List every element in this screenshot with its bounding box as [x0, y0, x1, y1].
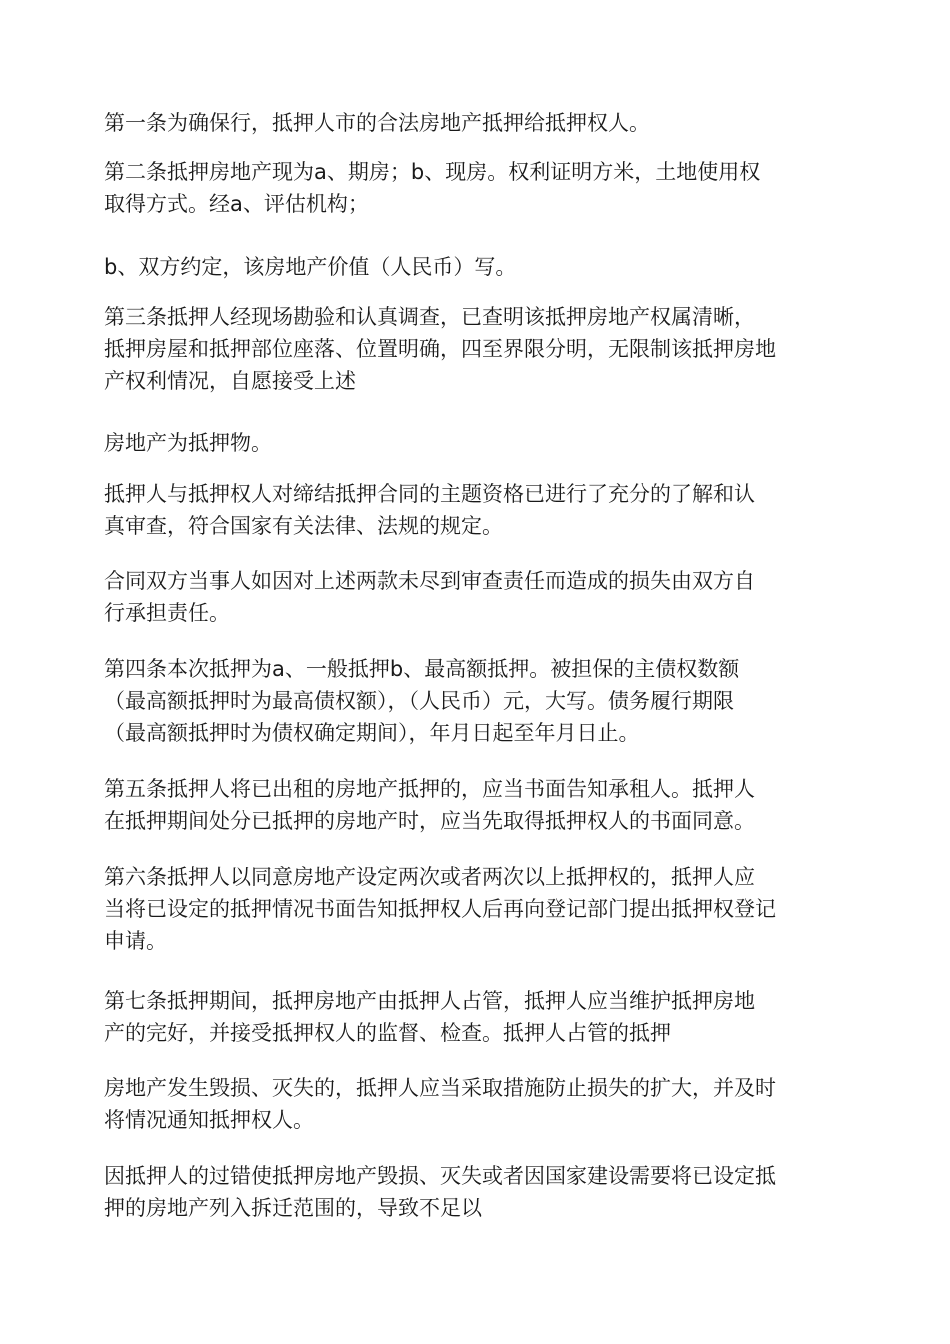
text-line: （最高额抵押时为债权确定期间），年月日起至年月日止。: [104, 721, 640, 745]
text-line: 押的房地产列入拆迁范围的，导致不足以: [104, 1196, 482, 1220]
paragraph-liability: [104, 565, 864, 629]
paragraph-article-2-b: [104, 251, 864, 283]
text-line: 第三条抵押人经现场勘验和认真调查，已查明该抵押房地产权属清晰，: [104, 305, 755, 329]
text-line: 第七条抵押期间，抵押房地产由抵押人占管，抵押人应当维护抵押房地: [104, 989, 755, 1013]
paragraph-article-3: [104, 301, 864, 397]
text-line: 行承担责任。: [104, 601, 230, 625]
text-line: 在抵押期间处分已抵押的房地产时，应当先取得抵押权人的书面同意。: [104, 809, 755, 833]
text-line: 抵押人与抵押权人对缔结抵押合同的主题资格已进行了充分的了解和认: [104, 482, 755, 506]
paragraph-article-5: [104, 773, 864, 837]
text-line: 产权利情况，自愿接受上述: [104, 369, 356, 393]
text-line: 第五条抵押人将已出租的房地产抵押的，应当书面告知承租人。抵押人: [104, 777, 755, 801]
paragraph-article-7-cont: [104, 1072, 864, 1136]
text-line: 房地产发生毁损、灭失的，抵押人应当采取措施防止损失的扩大，并及时: [104, 1076, 776, 1100]
text-line: 房地产为抵押物。: [104, 431, 272, 455]
text-line: 第二条抵押房地产现为a、期房；b、现房。权利证明方米，土地使用权: [104, 160, 761, 184]
text-line: 因抵押人的过错使抵押房地产毁损、灭失或者因国家建设需要将已设定抵: [104, 1164, 776, 1188]
paragraph-article-1: [104, 107, 864, 139]
paragraph-article-2: [104, 156, 864, 220]
text-line: 申请。: [104, 929, 167, 953]
paragraph-article-3-cont: [104, 427, 864, 459]
text-line: 第四条本次抵押为a、一般抵押b、最高额抵押。被担保的主债权数额: [104, 657, 740, 681]
paragraph-article-7: [104, 985, 864, 1049]
text-line: 抵押房屋和抵押部位座落、位置明确，四至界限分明，无限制该抵押房地: [104, 337, 776, 361]
text-line: 合同双方当事人如因对上述两款未尽到审查责任而造成的损失由双方自: [104, 569, 755, 593]
paragraph-article-4: [104, 653, 864, 749]
text-line: 第六条抵押人以同意房地产设定两次或者两次以上抵押权的，抵押人应: [104, 865, 755, 889]
text-line: （最高额抵押时为最高债权额），（人民币）元，大写。债务履行期限: [104, 689, 734, 713]
text-line: 将情况通知抵押权人。: [104, 1108, 314, 1132]
text-line: 取得方式。经a、评估机构；: [104, 192, 369, 216]
paragraph-demolition: [104, 1160, 864, 1224]
text-line: 当将已设定的抵押情况书面告知抵押权人后再向登记部门提出抵押权登记: [104, 897, 776, 921]
text-line: 第一条为确保行，抵押人市的合法房地产抵押给抵押权人。: [104, 111, 650, 135]
text-line: 真审查，符合国家有关法律、法规的规定。: [104, 514, 503, 538]
paragraph-qualification-review: [104, 478, 864, 542]
paragraph-article-6: [104, 861, 864, 957]
text-line: 产的完好，并接受抵押权人的监督、检查。抵押人占管的抵押: [104, 1021, 671, 1045]
text-line: b、双方约定，该房地产价值（人民币）写。: [104, 255, 517, 279]
